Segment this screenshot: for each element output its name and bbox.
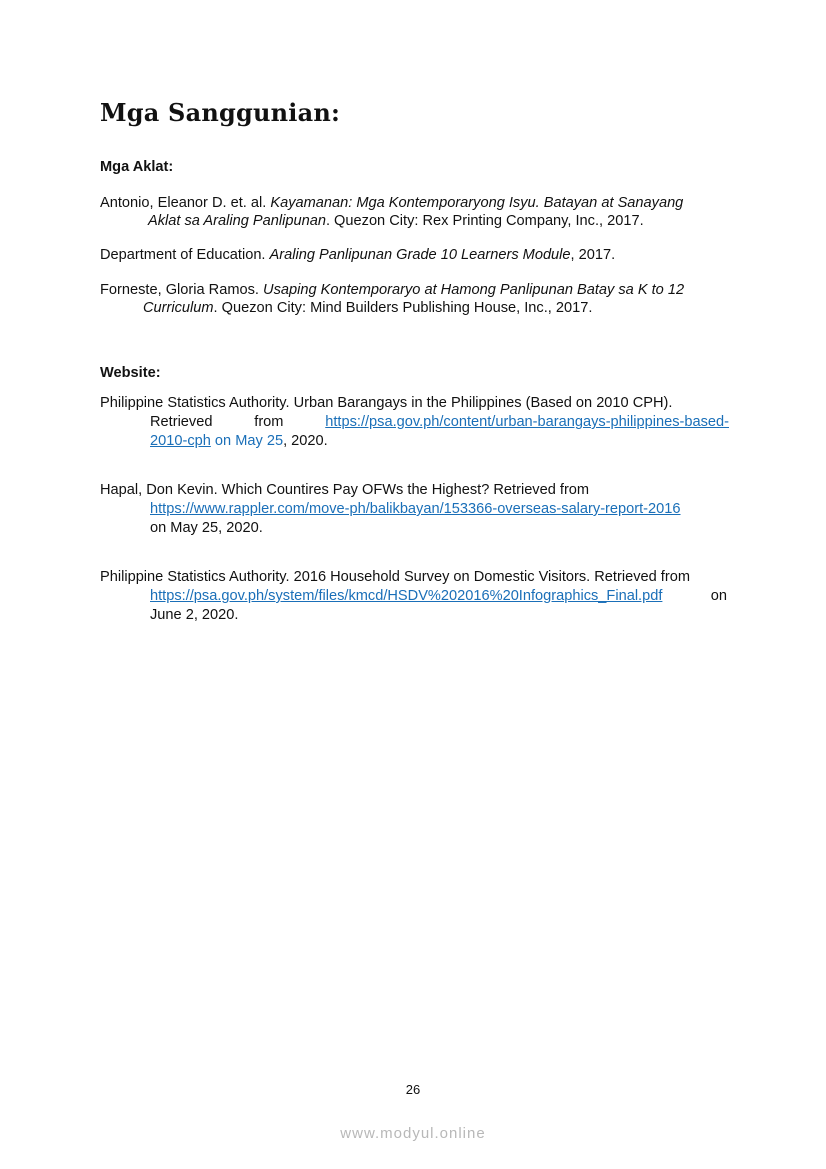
web-reference-3: Philippine Statistics Authority. 2016 Household Survey on Domestic Visitors. Retrieved from xyxy=(100,569,690,585)
web-reference-1-cont xyxy=(150,413,729,432)
text: Retrieved xyxy=(150,414,213,430)
reference-link[interactable]: https://psa.gov.ph/system/files/kmcd/HSDV%202016%20Infographics_Final.pdf xyxy=(150,588,663,604)
books-heading: Mga Aklat: xyxy=(100,159,174,175)
reference-link[interactable]: https://www.rappler.com/move-ph/balikbayan/153366-overseas-salary-report-2016 xyxy=(150,501,681,517)
publisher: , 2017. xyxy=(570,247,616,263)
reference-link[interactable]: https://psa.gov.ph/content/urban-barangays-philippines-based- xyxy=(325,414,729,430)
author: Forneste, Gloria Ramos. xyxy=(100,282,264,298)
book-reference-3 xyxy=(100,281,684,300)
publisher: . Quezon City: Rex Printing Company, Inc., 2017. xyxy=(325,213,644,229)
web-reference-3-cont xyxy=(150,587,727,606)
book-reference-3-cont xyxy=(143,299,592,318)
watermark: www.modyul.online xyxy=(340,1125,486,1142)
text: on xyxy=(710,588,727,604)
author: Antonio, Eleanor D. et. al. xyxy=(100,195,271,211)
web-reference-1-cont2 xyxy=(150,432,328,451)
book-title: Curriculum xyxy=(143,300,214,316)
websites-heading: Website: xyxy=(100,365,161,381)
reference-link[interactable]: 2010-cph xyxy=(150,433,211,449)
book-title: Aklat sa Araling Panlipunan xyxy=(148,213,326,229)
web-reference-1: Philippine Statistics Authority. Urban Barangays in the Philippines (Based on 2010 CPH). xyxy=(100,395,673,411)
web-reference-2: Hapal, Don Kevin. Which Countires Pay OFWs the Highest? Retrieved from xyxy=(100,482,590,498)
book-reference-1-cont xyxy=(148,212,644,231)
text: from xyxy=(254,414,284,430)
book-title: Araling Panlipunan Grade 10 Learners Module xyxy=(269,247,571,263)
book-reference-2 xyxy=(100,246,615,265)
web-reference-3-cont2: June 2, 2020. xyxy=(150,607,239,623)
book-title: Usaping Kontemporaryo at Hamong Panlipunan Batay sa K to 12 xyxy=(263,282,685,298)
book-title: Kayamanan: Mga Kontemporaryong Isyu. Batayan at Sanayang xyxy=(270,195,684,211)
web-reference-2-cont xyxy=(150,500,681,519)
author: Department of Education. xyxy=(100,247,270,263)
page-number: 26 xyxy=(405,1082,421,1097)
book-reference-1 xyxy=(100,194,683,213)
web-reference-2-cont2: on May 25, 2020. xyxy=(150,520,263,536)
date-text: on May 25 xyxy=(210,433,284,449)
publisher: . Quezon City: Mind Builders Publishing House, Inc., 2017. xyxy=(213,300,593,316)
text: , 2020. xyxy=(283,433,328,449)
page-title: Mga Sanggunian: xyxy=(100,98,341,127)
